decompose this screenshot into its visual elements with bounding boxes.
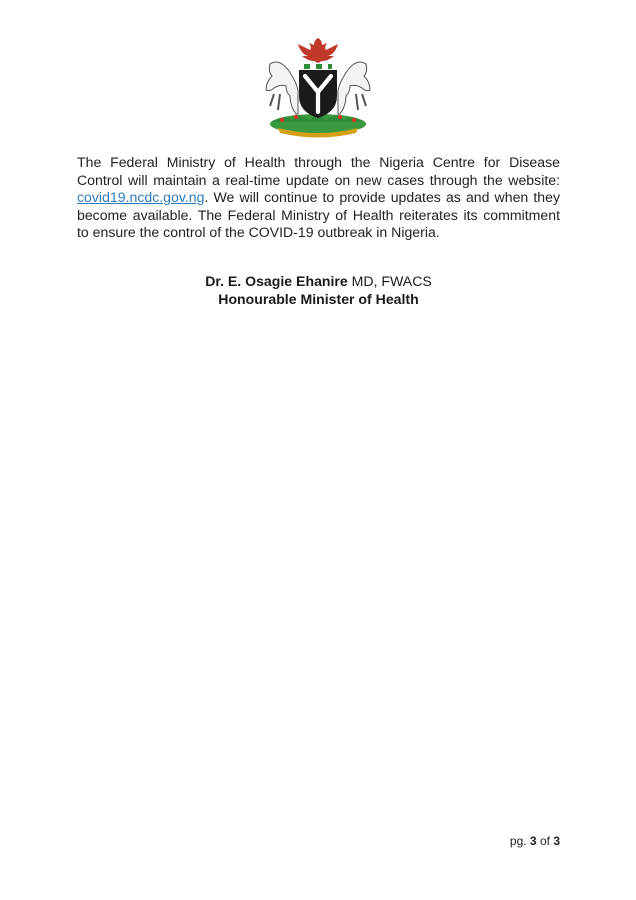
ncdc-website-link[interactable]: covid19.ncdc.gov.ng	[77, 189, 205, 206]
signatory-credentials: MD, FWACS	[351, 273, 432, 289]
signatory-name: Dr. E. Osagie Ehanire	[205, 273, 348, 289]
page-prefix: pg.	[509, 834, 527, 848]
paragraph-text-start: The Federal Ministry of Health through the Nigeria Centre for Disease Control will maintain a real-time update on new cases through the website:	[77, 154, 560, 188]
signatory-title: Honourable Minister of Health	[218, 291, 419, 307]
statement-paragraph	[77, 154, 560, 242]
page-of: of	[539, 834, 550, 848]
paragraph-text-end: . We will continue to provide updates as and when they become available. The Federal Ministry of Health reiterates its commitment to ensure the control of the COVID-19 outbreak in Nigeria.	[77, 189, 560, 241]
page-number	[480, 834, 560, 848]
total-pages: 3	[553, 834, 560, 848]
signatory-line	[77, 272, 560, 290]
current-page: 3	[529, 834, 537, 848]
signature-block	[77, 272, 560, 308]
nigeria-coat-of-arms-icon	[252, 34, 384, 138]
signatory-title-line	[77, 290, 560, 308]
